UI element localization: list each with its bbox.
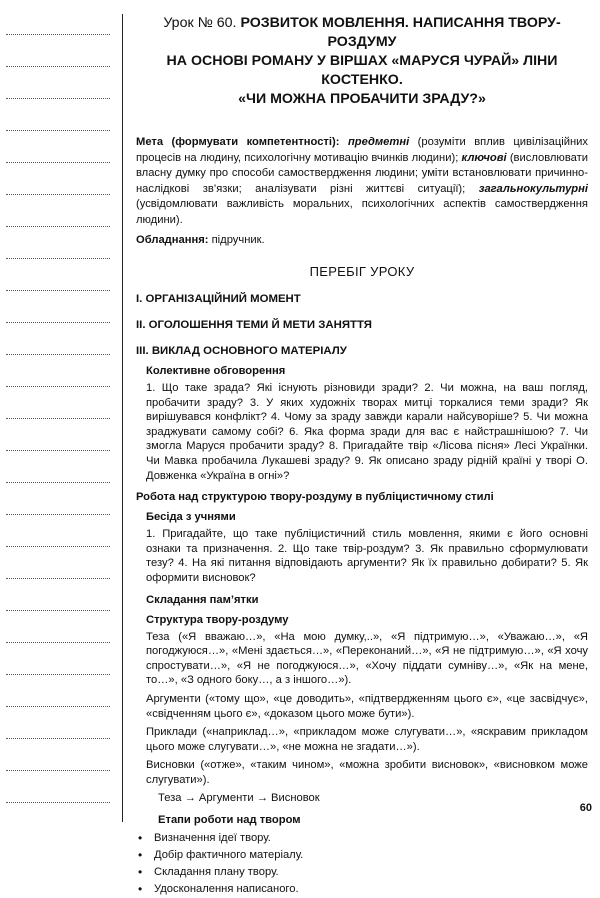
note-line [6,290,110,291]
arguments-paragraph: Аргументи («тому що», «це доводить», «підтвердженням цього є», «це засвідчує», «свідченням цього є», «доказом цього може бути»). [146,692,588,720]
note-line [6,450,110,451]
note-line [6,738,110,739]
section-heading: І. ОРГАНІЗАЦІЙНИЙ МОМЕНТ [136,293,301,305]
note-line [6,514,110,515]
title-line-2: НА ОСНОВІ РОМАНУ У ВІРШАХ «МАРУСЯ ЧУРАЙ» ЛІНИ КОСТЕНКО. [166,53,558,88]
subsection-heading: Складання пам’ятки [146,593,259,606]
note-line [6,802,110,803]
goal-block [136,135,588,228]
discussion-questions: 1. Що таке зрада? Які існують різновиди зради? 2. Чи можна, на ваш погляд, пробачити зраду? 3. У яких художніх творах митці торкалися теми зради? Як вирішувався конфлікт? 4. Чому за зраду завжди карали найсуворіше? 5. Чи можна зраджувати самому собі? 6. Яка форма зради для вас є найстрашнішою? 7. Чи змогла Маруся пробачити зраду? 8. Пригадайте твір «Лісова пісня» Лесі Українки. Чи Мавка пробачила Лукашеві зраду? 9. Як описано зраду рідній країні у творі О. Довженка «Україна в огні»? [146,382,588,482]
equipment [136,234,588,246]
note-line [6,34,110,35]
note-line [6,194,110,195]
section-heading: ІІ. ОГОЛОШЕННЯ ТЕМИ Й МЕТИ ЗАНЯТТЯ [136,319,372,331]
list-item: • Удосконалення написаного. [136,881,588,898]
notes-margin [0,0,118,822]
note-line [6,98,110,99]
goal-label: Мета (формувати компетентності): [136,136,340,148]
subsection-heading: Бесіда з учнями [146,511,236,524]
title-line-3: «ЧИ МОЖНА ПРОБАЧИТИ ЗРАДУ?» [238,91,486,107]
note-line [6,130,110,131]
title-line-1: РОЗВИТОК МОВЛЕННЯ. НАПИСАННЯ ТВОРУ-РОЗДУМУ [240,15,561,50]
note-line [6,386,110,387]
list-item: • Добір фактичного матеріалу. [136,847,588,864]
talk-questions: 1. Пригадайте, що таке публіцистичний стиль мовлення, якими є його основні ознаки та призначення. 2. Що таке твір-роздум? 3. Як правильно сформулювати тезу? 4. На які питання відповідають аргументи? Як їх правильно добирати? 5. Як оформити висновок? [146,528,588,584]
note-line [6,578,110,579]
goal-key-label: ключові [461,151,507,164]
note-line [6,418,110,419]
lesson-title [136,14,588,109]
note-line [6,66,110,67]
thesis-paragraph: Теза («Я вважаю…», «На мою думку,..», «Я підтримую…», «Уважаю…», «Я погоджуюся…», «Мені здається…», «Переконаний…», «Я не підтримую…», «Я хочу спростувати…», «Я не погоджуюся…», «Хочу піддати сумніву…», «Як на мене, то…», «З одного боку…, а з іншого…»). [146,630,588,687]
goal-general-text: (усвідомлювати важливість моральних, психологічних аспектів самоствердження людини). [136,198,588,226]
course-heading: ПЕРЕБІГ УРОКУ [309,264,415,279]
note-line [6,610,110,611]
subsection-heading: Структура твору-роздуму [146,613,289,626]
goal-subject-text: (розуміти вплив цивілізаційних процесів на людину, психологічну мотивацію вчинків людини); [136,136,589,164]
subsection-heading: Колективне обговорення [146,365,286,377]
note-line [6,770,110,771]
list-item: • Визначення ідеї твору. [136,830,588,847]
lesson-number: Урок № 60. [163,15,237,31]
subsection-heading: Робота над структурою твору-роздуму в публіцистичному стилі [136,491,494,504]
note-line [6,482,110,483]
note-line [6,162,110,163]
goal-general-label: загальнокультурні [478,182,588,195]
list-item: • Складання плану твору. [136,864,588,881]
equipment-label: Обладнання: [136,234,209,246]
equipment-value: підручник. [211,234,265,246]
note-line [6,322,110,323]
lesson-page [136,14,588,898]
structure-scheme: Теза → Аргументи → Висновок [158,792,320,805]
examples-paragraph: Приклади («наприклад…», «прикладом може слугувати…», «яскравим прикладом цього може слугувати…», «не можна не згадати…»). [146,726,588,753]
margin-divider [122,14,123,822]
note-line [6,546,110,547]
note-line [6,258,110,259]
goal-key-text: (висловлювати власну думку про способи самоствердження людини; уміти встановлювати причинно-наслідкові зв’язки; аналізувати різні життєві ситуації); [136,151,588,195]
note-line [6,354,110,355]
section-heading: ІІІ. ВИКЛАД ОСНОВНОГО МАТЕРІАЛУ [136,345,347,357]
stages-list [136,830,588,898]
page-number: 60 [579,802,592,814]
note-line [6,674,110,675]
note-line [6,226,110,227]
goal-subject-label: предметні [347,136,410,148]
conclusions-paragraph: Висновки («отже», «таким чином», «можна зробити висновок», «висновком може слугувати»). [146,759,588,786]
note-line [6,706,110,707]
note-line [6,642,110,643]
subsection-heading: Етапи роботи над твором [158,814,301,827]
